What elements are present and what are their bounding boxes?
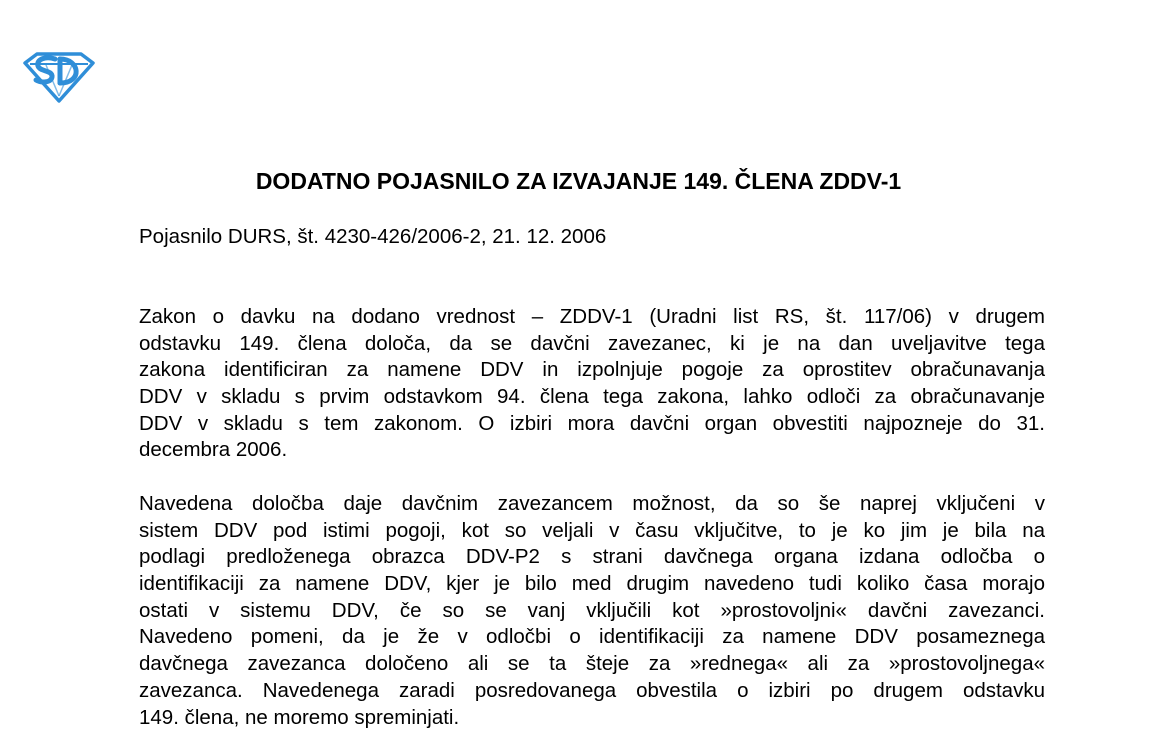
paragraph-line: zavezanca. Navedenega zaradi posredovanega obvestila o izbiri po drugem odstavku (139, 678, 1045, 702)
paragraph-line: identifikaciji za namene DDV, kjer je bilo med drugim navedeno tudi koliko časa morajo (139, 572, 1045, 596)
paragraph-line: podlagi predloženega obrazca DDV-P2 s strani davčnega organa izdana odločba o (139, 545, 1045, 569)
sd-shield-logo-icon (22, 50, 96, 104)
paragraph-line: ostati v sistemu DDV, če so se vanj vključili kot »prostovoljni« davčni zavezanci. (139, 598, 1045, 622)
paragraph-line: 149. člena, ne moremo spreminjati. (139, 705, 460, 729)
paragraph-line: Navedena določba daje davčnim zavezancem možnost, da so še naprej vključeni v (139, 492, 1045, 515)
paragraph-2 (139, 491, 1045, 731)
paragraph-line: DDV v skladu s tem zakonom. O izbiri mora davčni organ obvestiti najpozneje do 31. (139, 411, 1045, 435)
paragraph-line: zakona identificiran za namene DDV in izpolnjuje pogoje za oprostitev obračunavanja (139, 358, 1045, 382)
paragraph-line: davčnega zavezanca določeno ali se ta šteje za »rednega« ali za »prostovoljnega« (139, 652, 1045, 676)
document-title: DODATNO POJASNILO ZA IZVAJANJE 149. ČLENA ZDDV-1 (255, 168, 902, 194)
paragraph-line: Navedeno pomeni, da je že v odločbi o identifikaciji za namene DDV posameznega (139, 625, 1045, 649)
paragraph-line: Zakon o davku na dodano vrednost – ZDDV-1 (Uradni list RS, št. 117/06) v drugem (139, 305, 1045, 328)
paragraph-line: odstavku 149. člena določa, da se davčni zavezanec, ki je na dan uveljavitve tega (139, 331, 1045, 355)
paragraph-1 (139, 304, 1045, 464)
paragraph-line: sistem DDV pod istimi pogoji, kot so veljali v času vključitve, to je ko jim je bila na (139, 518, 1045, 542)
paragraph-line: DDV v skladu s prvim odstavkom 94. člena tega zakona, lahko odloči za obračunavanje (139, 385, 1045, 409)
paragraph-line: decembra 2006. (139, 438, 288, 462)
document-subtitle: Pojasnilo DURS, št. 4230-426/2006-2, 21. 12. 2006 (139, 225, 607, 248)
